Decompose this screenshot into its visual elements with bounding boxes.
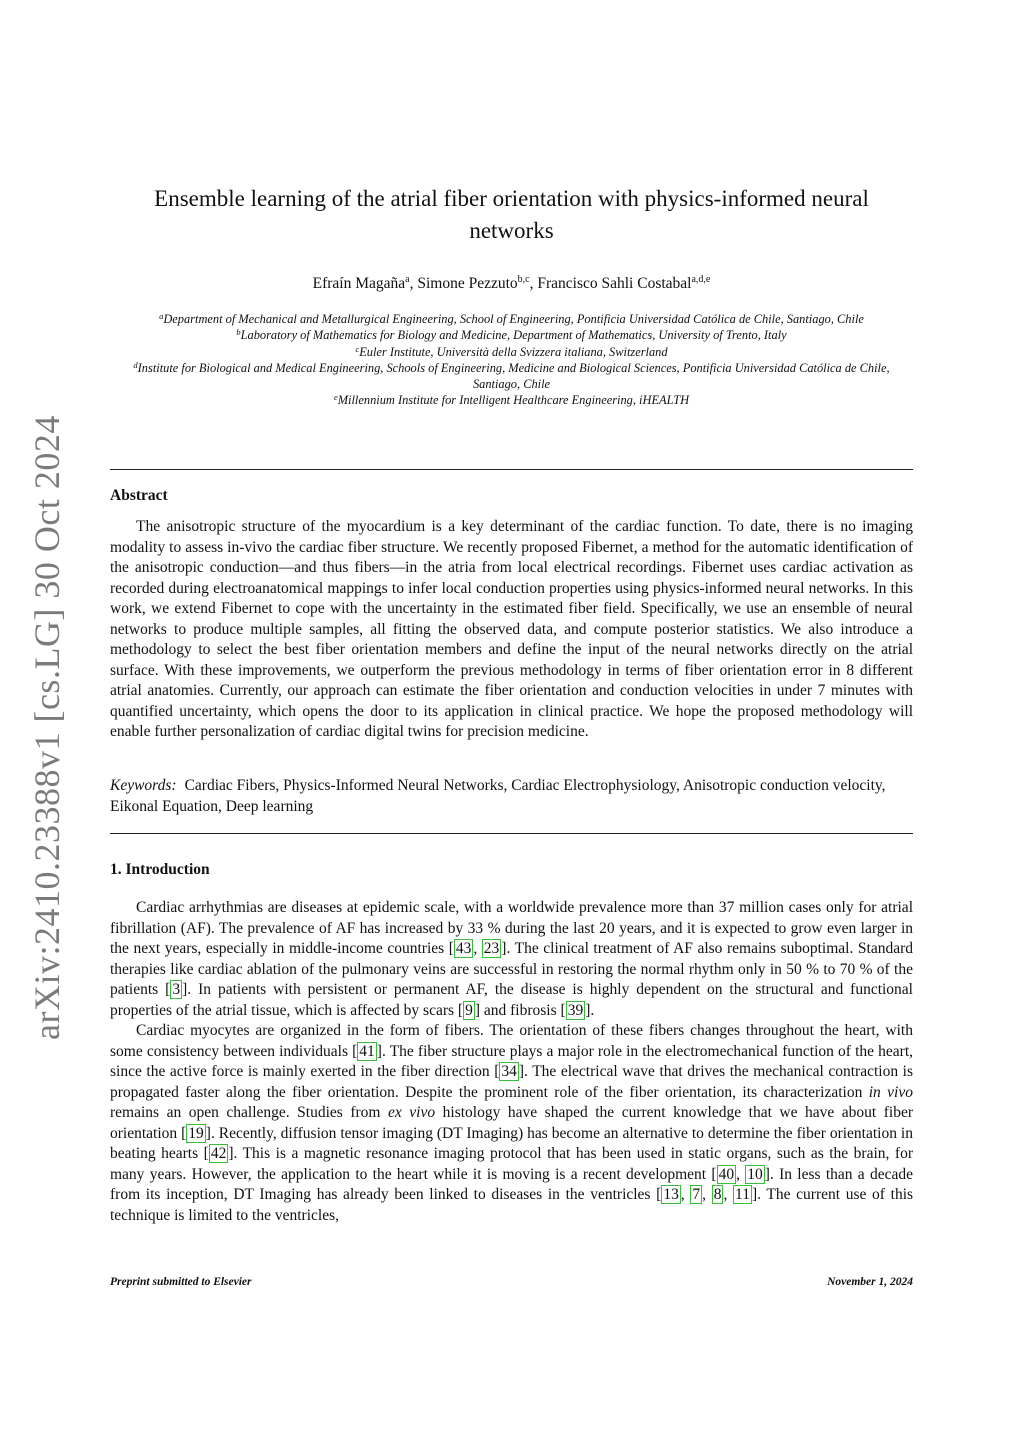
affiliation-line: [110, 327, 913, 343]
citation-link[interactable]: 10: [747, 1165, 763, 1183]
abstract-top-rule: [110, 469, 913, 470]
affiliation-text: Laboratory of Mathematics for Biology and Medicine, Department of Mathematics, University of Trento, Italy: [240, 328, 787, 343]
author-affil-mark: a,d,e: [691, 274, 711, 285]
section-heading-introduction: 1. Introduction: [110, 861, 210, 878]
arxiv-identifier-stamp: arXiv:2410.23388v1 [cs.LG] 30 Oct 2024: [27, 415, 67, 1040]
intro-paragraph-2: Cardiac myocytes are organized in the form of fibers. The orientation of these fibers changes throughout the heart, with some consistency between individuals [ 41 ]. The fiber structure plays a major role in the electromechanical function of the heart, since the active force is mainly exerted in the fiber direction [ 34 ]. The electrical wave that drives the mechanical contraction is propagated faster along the fiber orientation. Despite the prominent role of the fiber orientation, its characterization in vivo remains an open challenge. Studies from ex vivo histology have shaped the current knowledge that we have about fiber orientation [ 19 ]. Recently, diffusion tensor imaging (DT Imaging) has become an alternative to determine the fiber orientation in beating hearts [ 42 ]. This is a magnetic resonance imaging protocol that has been used in static organs, such as the brain, for many years. However, the application to the heart while it is moving is a recent development [ 40 , 10 ]. In less than a decade from its inception, DT Imaging has already been linked to diseases in the ventricles [ 13 , 7 , 8 , 11 ]. The current use of this technique is limited to the ventricles,: [110, 1022, 914, 1224]
affiliation-mark: d: [133, 359, 138, 370]
citation-link[interactable]: 9: [465, 1001, 473, 1019]
author-name: Simone Pezzuto: [417, 275, 518, 292]
author-affil-mark: b,c: [517, 274, 530, 285]
citation-link[interactable]: 8: [713, 1186, 722, 1203]
citation-link[interactable]: 13: [663, 1186, 679, 1203]
citation-link[interactable]: 42: [210, 1145, 227, 1162]
citation-link[interactable]: 19: [188, 1124, 204, 1142]
affiliation-mark: c: [355, 343, 360, 354]
citation-link[interactable]: 40: [718, 1165, 735, 1183]
author-list: Efraín Magaña$^a$, Simone Pezzuto$^{b,c}$, Francisco Sahli Costabal$^{a,d,e}$: [312, 274, 711, 292]
affiliation-list: [110, 311, 913, 409]
author-name: Efraín Magaña: [312, 275, 406, 292]
citation-link[interactable]: 34: [501, 1063, 517, 1080]
abstract-paragraph: The anisotropic structure of the myocardium is a key determinant of the cardiac function. To date, there is no imaging modality to assess in-vivo the cardiac fiber structure. We recently proposed Fibernet, a method for the automatic identification of the anisotropic conduction—and thus fibers—in the atria from local electrical recordings. Fibernet uses cardiac activation as recorded during electroanatomical mappings to infer local conduction properties using physics-informed neural networks. In this work, we extend Fibernet to cope with the uncertainty in the estimated fiber field. Specifically, we use an ensemble of neural networks to produce multiple samples, all fitting the observed data, and compute posterior statistics. We also introduce a methodology to select the best fiber orientation members and define the input of the neural networks directly on the atrial surface. With these improvements, we outperform the previous methodology in terms of fiber orientation error in 8 different atrial anatomies. Currently, our approach can estimate the fiber orientation and conduction velocities in under 7 minutes with quantified uncertainty, which opens the door to its application in clinical practice. We hope the proposed methodology will enable further personalization of cardiac digital twins for precision medicine.: [110, 518, 913, 740]
affiliation-line: [110, 392, 913, 408]
footer-preprint-note: Preprint submitted to Elsevier: [110, 1276, 252, 1288]
affiliation-text: Institute for Biological and Medical Engineering, Schools of Engineering, Medicine and Biological Sciences, Pontificia Universidad Católica de Chile, Santiago, Chile: [137, 360, 890, 392]
intro-paragraph-1: Cardiac arrhythmias are diseases at epidemic scale, with a worldwide prevalence more than 37 million cases only for atrial fibrillation (AF). The prevalence of AF has increased by 33 % during the last 20 years, and it is expected to grow even larger in the next years, especially in middle-income countries [ 43 , 23 ]. The clinical treatment of AF also remains suboptimal. Standard therapies like cardiac ablation of the pulmonary veins are successful in restoring the normal rhythm only in 50 % to 70 % of the patients [ 3 ]. In patients with persistent or permanent AF, the disease is highly dependent on the structural and functional properties of the atrial tissue, which is affected by scars [ 9 ] and fibrosis [ 39 ].: [110, 899, 913, 1019]
affiliation-line: [110, 360, 913, 393]
paper-title: Ensemble learning of the atrial fiber orientation with physics-informed neural networks: [154, 186, 869, 243]
citation-link[interactable]: 23: [483, 940, 500, 957]
affiliation-mark: e: [333, 392, 338, 403]
abstract-body: [110, 517, 913, 743]
affiliation-mark: b: [236, 327, 241, 338]
author-affil-mark: a: [405, 274, 410, 285]
citation-link[interactable]: 3: [172, 981, 181, 998]
citation-link[interactable]: 43: [455, 940, 472, 957]
footer-date: November 1, 2024: [827, 1276, 913, 1288]
affiliation-mark: a: [159, 311, 164, 321]
affiliation-text: Euler Institute, Università della Svizzera italiana, Switzerland: [359, 344, 668, 359]
author-name: Francisco Sahli Costabal: [537, 275, 692, 292]
citation-link[interactable]: 41: [359, 1042, 375, 1060]
keywords-text: Cardiac Fibers, Physics-Informed Neural Networks, Cardiac Electrophysiology, Anisotropic conduction velocity, Eikonal Equation, Deep learning: [110, 777, 886, 815]
keywords-label: Keywords:: [110, 777, 177, 794]
citation-link[interactable]: 7: [692, 1186, 701, 1203]
affiliation-line: [110, 311, 913, 327]
affiliation-line: [110, 344, 913, 360]
abstract-heading: Abstract: [110, 487, 168, 504]
citation-link[interactable]: 39: [567, 1001, 584, 1019]
abstract-bottom-rule: [110, 833, 913, 834]
affiliation-text: Department of Mechanical and Metallurgical Engineering, School of Engineering, Pontificia Universidad Católica de Chile, Santiago, Chile: [163, 312, 864, 326]
keywords: [110, 776, 913, 817]
affiliation-text: Millennium Institute for Intelligent Healthcare Engineering, iHEALTH: [337, 393, 690, 408]
introduction-body: [110, 898, 913, 1226]
citation-link[interactable]: 11: [735, 1186, 750, 1203]
